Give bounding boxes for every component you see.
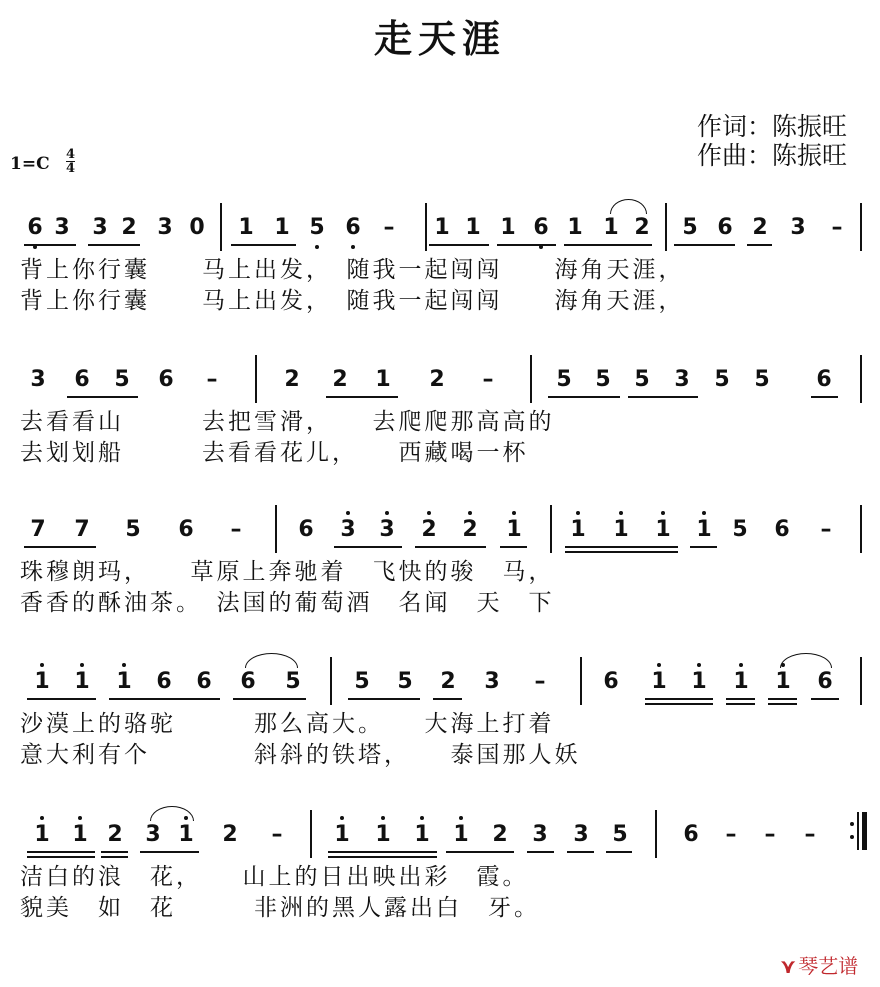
qinyipu-logo-icon: ⋎ — [780, 954, 797, 978]
note: 6 — [603, 669, 619, 694]
note: 1 — [613, 517, 629, 542]
upper-octave-dot — [80, 663, 84, 667]
note: 3 — [92, 215, 108, 240]
note: 3 — [484, 669, 500, 694]
upper-octave-dot — [661, 511, 665, 515]
lyric-line-2: 去划划船 去看看花儿， 西藏喝一杯 — [20, 440, 529, 466]
duration-underline — [233, 698, 306, 700]
duration-underline — [348, 698, 420, 700]
note: 1 — [691, 669, 707, 694]
composer-credit: 作曲：陈振旺 — [697, 141, 848, 170]
note: 1 — [465, 215, 481, 240]
note: 6 — [533, 215, 549, 240]
note: 5 — [354, 669, 370, 694]
duration-underline — [231, 244, 296, 246]
duration-underline — [27, 851, 95, 853]
note: 1 — [375, 367, 391, 392]
note: 7 — [30, 517, 46, 542]
duration-underline — [674, 244, 735, 246]
repeat-thin-line — [857, 812, 859, 850]
upper-octave-dot — [697, 663, 701, 667]
duration-underline — [628, 396, 698, 398]
barline — [860, 505, 862, 553]
duration-underline — [88, 244, 140, 246]
note: 5 — [612, 822, 628, 847]
note: 2 — [752, 215, 768, 240]
duration-underline — [690, 546, 717, 548]
duration-underline — [768, 698, 797, 700]
note: 6 — [178, 517, 194, 542]
watermark — [780, 950, 858, 979]
duration-underline — [548, 396, 620, 398]
note: 2 — [492, 822, 508, 847]
upper-octave-dot — [468, 511, 472, 515]
note: 6 — [817, 669, 833, 694]
note: 7 — [74, 517, 90, 542]
lower-octave-dot — [351, 245, 355, 249]
barline — [255, 355, 257, 403]
lyric-line-1: 珠穆朗玛， 草原上奔驰着 飞快的骏 马， — [20, 559, 555, 585]
lyric-line-2: 香香的酥油茶。 法国的葡萄酒 名闻 天 下 — [20, 590, 555, 616]
barline — [860, 355, 862, 403]
slur — [780, 653, 832, 668]
barline — [530, 355, 532, 403]
page-title: 走天涯 — [373, 16, 506, 61]
slur — [150, 806, 194, 821]
note: 1 — [696, 517, 712, 542]
note: 5 — [754, 367, 770, 392]
key-signature: 1=C — [10, 154, 50, 174]
watermark-text: 琴艺谱 — [798, 954, 859, 978]
duration-underline — [565, 546, 678, 548]
duration-underline — [567, 851, 594, 853]
note: 5 — [595, 367, 611, 392]
duration-underline — [27, 698, 96, 700]
duration-underline — [564, 244, 652, 246]
duration-underline — [500, 546, 527, 548]
duration-underline — [24, 546, 96, 548]
duration-underline — [429, 244, 489, 246]
note: – — [271, 822, 283, 847]
upper-octave-dot — [427, 511, 431, 515]
barline — [220, 203, 222, 251]
duration-underline-second — [565, 551, 678, 553]
duration-underline-second — [726, 703, 755, 705]
note: 6 — [683, 822, 699, 847]
duration-underline-second — [328, 856, 437, 858]
note: 1 — [570, 517, 586, 542]
upper-octave-dot — [40, 663, 44, 667]
upper-octave-dot — [739, 663, 743, 667]
note: 3 — [30, 367, 46, 392]
barline — [860, 203, 862, 251]
note: 3 — [379, 517, 395, 542]
note: 2 — [429, 367, 445, 392]
note: – — [230, 517, 242, 542]
barline — [665, 203, 667, 251]
repeat-dot-lower — [850, 835, 854, 839]
repeat-thick-line — [862, 812, 867, 850]
note: 2 — [284, 367, 300, 392]
upper-octave-dot — [459, 816, 463, 820]
upper-octave-dot — [619, 511, 623, 515]
duration-underline — [606, 851, 632, 853]
barline — [425, 203, 427, 251]
note: 3 — [157, 215, 173, 240]
note: 3 — [674, 367, 690, 392]
upper-octave-dot — [702, 511, 706, 515]
time-signature-bottom: 4 — [66, 161, 76, 176]
note: 1 — [733, 669, 749, 694]
slur — [610, 199, 647, 214]
duration-underline — [446, 851, 514, 853]
note: 2 — [462, 517, 478, 542]
duration-underline-second — [645, 703, 713, 705]
note: 1 — [274, 215, 290, 240]
barline — [550, 505, 552, 553]
note: 3 — [340, 517, 356, 542]
note: 5 — [682, 215, 698, 240]
upper-octave-dot — [381, 816, 385, 820]
note: – — [725, 822, 737, 847]
note: – — [482, 367, 494, 392]
barline — [310, 810, 312, 858]
note: 1 — [603, 215, 619, 240]
duration-underline — [24, 244, 76, 246]
note: 1 — [651, 669, 667, 694]
note: 6 — [74, 367, 90, 392]
note: 6 — [196, 669, 212, 694]
note: 1 — [178, 822, 194, 847]
upper-octave-dot — [385, 511, 389, 515]
note: 5 — [634, 367, 650, 392]
duration-underline — [747, 244, 772, 246]
time-signature — [66, 148, 75, 175]
slur — [245, 653, 298, 668]
upper-octave-dot — [78, 816, 82, 820]
duration-underline — [645, 698, 713, 700]
note: 1 — [238, 215, 254, 240]
barline — [330, 657, 332, 705]
note: 1 — [72, 822, 88, 847]
upper-octave-dot — [340, 816, 344, 820]
barline — [275, 505, 277, 553]
note: 6 — [298, 517, 314, 542]
duration-underline — [67, 396, 138, 398]
note: 1 — [434, 215, 450, 240]
note: 2 — [107, 822, 123, 847]
duration-underline — [527, 851, 554, 853]
note: – — [831, 215, 843, 240]
lower-octave-dot — [315, 245, 319, 249]
note: 2 — [421, 517, 437, 542]
duration-underline — [415, 546, 486, 548]
note: 6 — [158, 367, 174, 392]
duration-underline — [811, 396, 838, 398]
duration-underline — [140, 851, 199, 853]
note: 6 — [774, 517, 790, 542]
upper-octave-dot — [122, 663, 126, 667]
lyricist-credit: 作词：陈振旺 — [697, 112, 848, 141]
repeat-dot-upper — [850, 822, 854, 826]
duration-underline — [726, 698, 755, 700]
note: 1 — [567, 215, 583, 240]
note: – — [383, 215, 395, 240]
note: 2 — [222, 822, 238, 847]
upper-octave-dot — [657, 663, 661, 667]
note: 5 — [732, 517, 748, 542]
note: 2 — [121, 215, 137, 240]
lyric-line-1: 去看看山 去把雪滑， 去爬爬那高高的 — [20, 409, 555, 435]
note: 3 — [573, 822, 589, 847]
note: 1 — [414, 822, 430, 847]
duration-underline — [328, 851, 437, 853]
note: 6 — [240, 669, 256, 694]
note: 3 — [790, 215, 806, 240]
note: 1 — [116, 669, 132, 694]
note: 5 — [397, 669, 413, 694]
note: – — [534, 669, 546, 694]
note: – — [206, 367, 218, 392]
note: 1 — [334, 822, 350, 847]
note: 6 — [345, 215, 361, 240]
duration-underline-second — [27, 856, 95, 858]
upper-octave-dot — [420, 816, 424, 820]
note: 0 — [189, 215, 205, 240]
note: 3 — [54, 215, 70, 240]
lyric-line-1: 洁白的浪 花， 山上的日出映出彩 霞。 — [20, 864, 529, 890]
note: 5 — [285, 669, 301, 694]
upper-octave-dot — [576, 511, 580, 515]
time-signature-top: 4 — [66, 147, 76, 162]
lyric-line-2: 背上你行囊 马上出发， 随我一起闯闯 海角天涯， — [20, 288, 685, 314]
lyric-line-2: 意大利有个 斜斜的铁塔， 泰国那人妖 — [20, 742, 581, 768]
lyric-line-2: 貌美 如 花 非洲的黑人露出白 牙。 — [20, 895, 540, 921]
note: 5 — [556, 367, 572, 392]
duration-underline — [109, 698, 220, 700]
duration-underline-second — [101, 856, 128, 858]
note: 1 — [453, 822, 469, 847]
upper-octave-dot — [40, 816, 44, 820]
note: 3 — [145, 822, 161, 847]
repeat-end-barline — [848, 810, 868, 852]
note: 1 — [375, 822, 391, 847]
note: 5 — [114, 367, 130, 392]
note: 1 — [775, 669, 791, 694]
note: 6 — [156, 669, 172, 694]
upper-octave-dot — [512, 511, 516, 515]
note: 6 — [816, 367, 832, 392]
note: 1 — [34, 822, 50, 847]
note: 5 — [309, 215, 325, 240]
duration-underline — [811, 698, 839, 700]
note: – — [804, 822, 816, 847]
note: – — [764, 822, 776, 847]
note: – — [820, 517, 832, 542]
barline — [655, 810, 657, 858]
lyric-line-1: 沙漠上的骆驼 那么高大。 大海上打着 — [20, 711, 555, 737]
note: 2 — [332, 367, 348, 392]
duration-underline — [101, 851, 128, 853]
duration-underline — [334, 546, 402, 548]
duration-underline — [326, 396, 398, 398]
note: 2 — [634, 215, 650, 240]
lyric-line-1: 背上你行囊 马上出发， 随我一起闯闯 海角天涯， — [20, 257, 685, 283]
note: 5 — [714, 367, 730, 392]
duration-underline — [433, 698, 462, 700]
note: 1 — [34, 669, 50, 694]
note: 1 — [655, 517, 671, 542]
barline — [580, 657, 582, 705]
note: 1 — [500, 215, 516, 240]
note: 6 — [27, 215, 43, 240]
barline — [860, 657, 862, 705]
note: 1 — [506, 517, 522, 542]
note: 5 — [125, 517, 141, 542]
note: 1 — [74, 669, 90, 694]
note: 3 — [532, 822, 548, 847]
note: 6 — [717, 215, 733, 240]
note: 2 — [440, 669, 456, 694]
duration-underline-second — [768, 703, 797, 705]
duration-underline — [497, 244, 556, 246]
upper-octave-dot — [346, 511, 350, 515]
